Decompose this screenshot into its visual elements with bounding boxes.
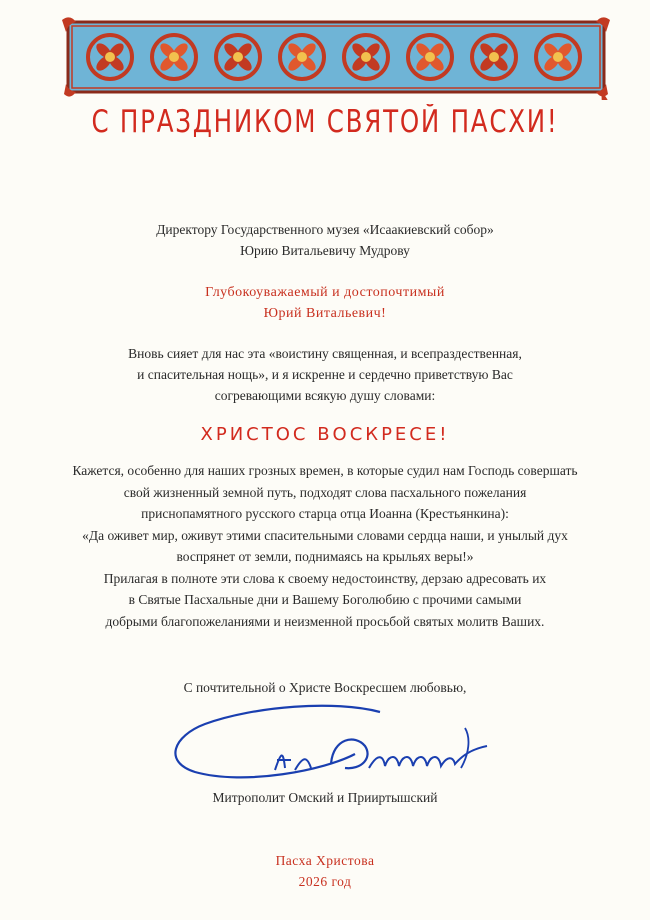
ornament-svg <box>62 14 610 100</box>
addressee-block <box>0 219 650 261</box>
body-line: приснопамятного русского старца отца Иоанна (Крестьянкина): <box>141 506 509 521</box>
footer-feast: Пасха Христова <box>275 853 375 868</box>
ornamental-banner <box>62 14 610 100</box>
easter-exclamation: ХРИСТОС ВОСКРЕСЕ! <box>200 424 450 445</box>
intro-line: согревающими всякую душу словами: <box>214 388 436 403</box>
ornament-frame <box>68 22 604 92</box>
signature-drawing <box>165 698 495 790</box>
intro-paragraph <box>0 343 650 406</box>
body-line: в Святые Пасхальные дни и Вашему Боголюбию с прочими самыми <box>128 592 522 607</box>
body-line: свой жизненный земной путь, подходят слова пасхального пожелания <box>123 484 527 500</box>
footer-date <box>0 850 650 892</box>
body-line: добрыми благопожеланиями и неизменной просьбой святых молитв Ваших. <box>105 613 545 629</box>
addressee-line: Директору Государственного музея «Исаакиевский собор» <box>156 222 494 237</box>
body-line: Прилагая в полноте эти слова к своему недостоинству, дерзаю адресовать их <box>103 570 547 586</box>
salutation-line: Глубокоуважаемый и достопочтимый <box>205 285 445 300</box>
body-line: «Да оживет мир, оживут этими спасительными словами сердца наши, и унылый дух <box>82 527 568 543</box>
body-line: Кажется, особенно для наших грозных времен, в которые судил нам Господь совершать <box>72 463 578 478</box>
body-line: воспрянет от земли, поднимаясь на крыльях веры!» <box>176 549 474 564</box>
intro-line: Вновь сияет для нас эта «воистину священная, и всепраздественная, <box>128 346 522 361</box>
salutation-name: Юрий Витальевич! <box>263 306 387 321</box>
addressee-name: Юрию Витальевичу Мудрову <box>240 243 410 258</box>
signature <box>165 698 495 790</box>
closing-line: С почтительной о Христе Воскресшем любовью, <box>183 680 467 695</box>
salutation <box>0 282 650 324</box>
body-paragraph <box>20 460 630 632</box>
greeting-title: С ПРАЗДНИКОМ СВЯТОЙ ПАСХИ! <box>91 104 559 140</box>
footer-year: 2026 год <box>298 874 352 889</box>
signer-title: Митрополит Омский и Прииртышский <box>212 790 438 805</box>
intro-line: и спасительная нощь», и я искренне и сердечно приветствую Вас <box>137 367 513 382</box>
